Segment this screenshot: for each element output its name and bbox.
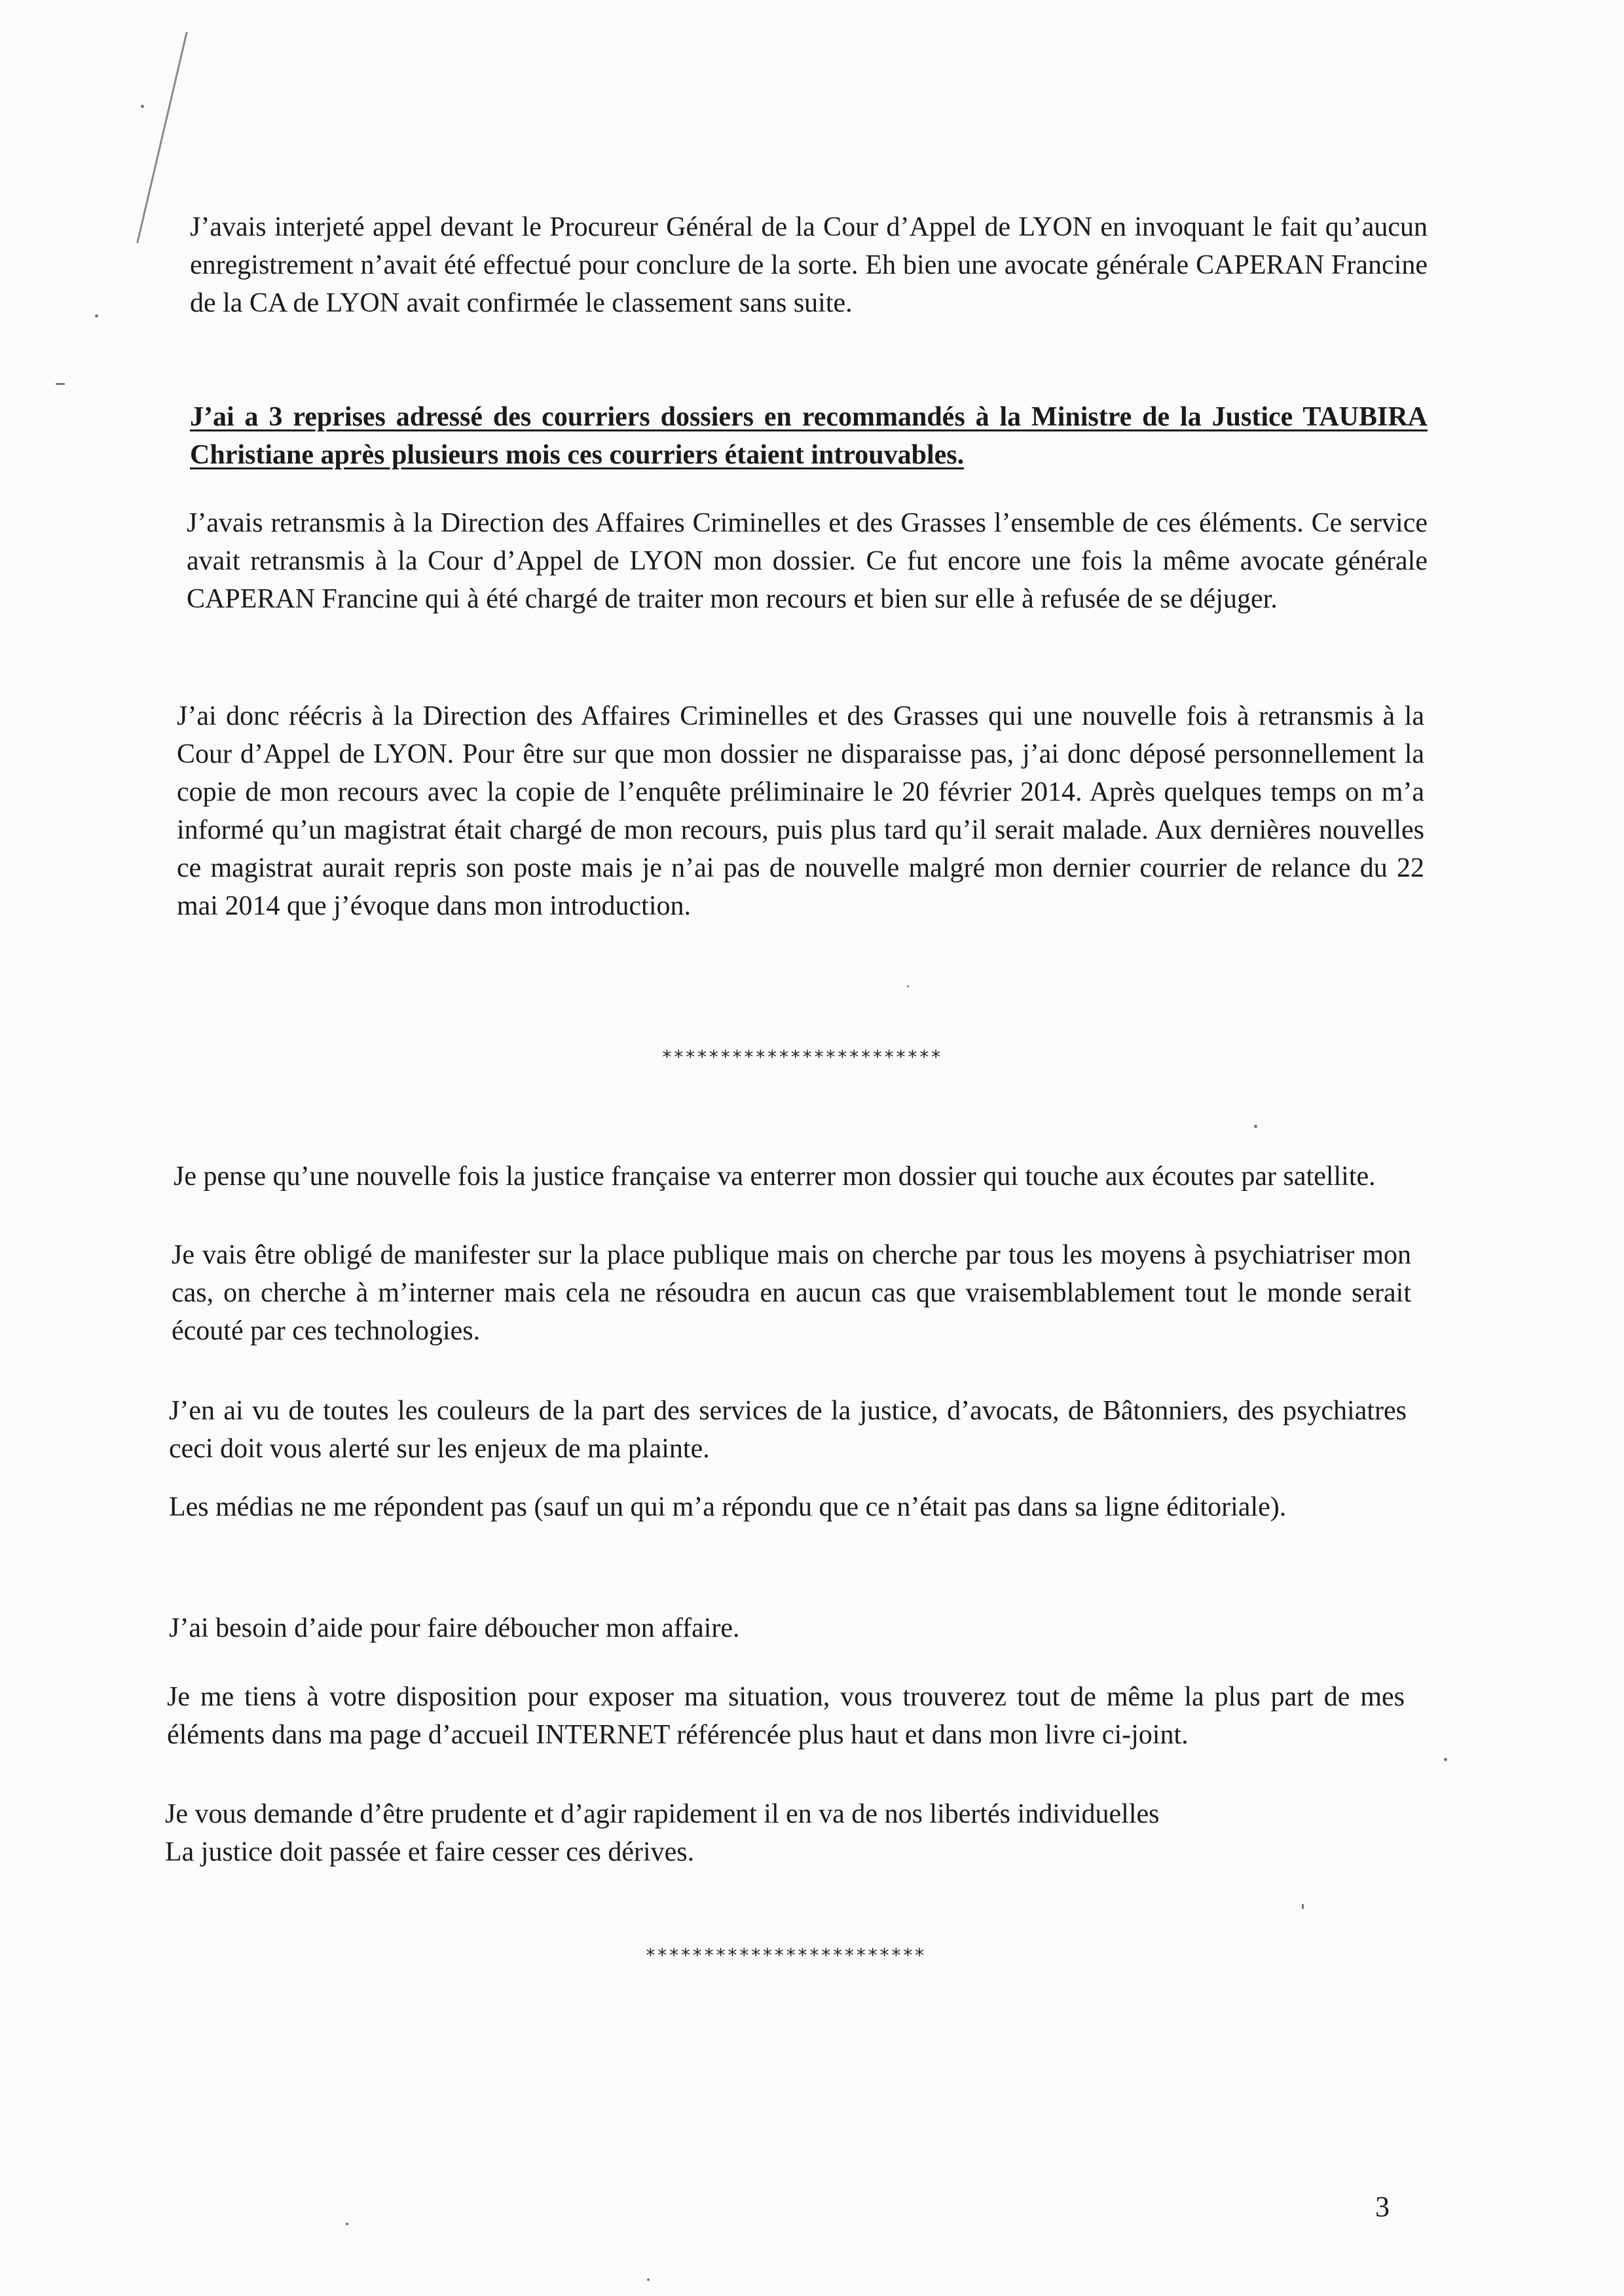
page-number: 3 [1375, 2191, 1390, 2223]
paragraph-at-your-disposal: Je me tiens à votre disposition pour exposer ma situation, vous trouverez tout de même la plus part de mes éléments dans ma page d’accueil INTERNET référencée plus haut et dans mon livre ci-joint. [167, 1682, 1405, 1750]
paragraph-rewritten-appeal: J’ai donc réécris à la Direction des Affaires Criminelles et des Grasses qui une nouvelle fois à retransmis à la Cour d’Appel de LYON. Pour être sur que mon dossier ne disparaisse pas, j’ai donc déposé personnellement la copie de mon recours avec la copie de l’enquête préliminaire le 20 février 2014. Après quelques temps on m’a informé qu’un magistrat était chargé de mon recours, puis plus tard qu’il serait malade. Aux dernières nouvelles ce magistrat aurait repris son poste mais je n’ai pas de nouvelle malgré mon dernier courrier de relance du 22 mai 2014 que j’évoque dans mon introduction. [177, 701, 1424, 921]
section-separator-end: ************************ [645, 1944, 926, 1966]
paragraph-public-demonstration: Je vais être obligé de manifester sur la place publique mais on cherche par tous les moyens à psychiatriser mon cas, on cherche à m’interner mais cela ne résoudra en aucun cas que vraisemblablement tout le monde serait écouté par ces technologies. [172, 1240, 1411, 1346]
paragraph-appeal: J’avais interjeté appel devant le Procureur Général de la Cour d’Appel de LYON en invoquant le fait qu’aucun enregistrement n’avait été effectué pour conclure de la sorte. Eh bien une avocate générale CAPERAN Francine de la CA de LYON avait confirmée le classement sans suite. [190, 212, 1428, 318]
section-separator: ************************ [661, 1046, 942, 1068]
scan-speck [907, 985, 909, 987]
scan-speck [56, 383, 65, 385]
scan-speck [141, 105, 144, 108]
paragraph-all-colours: J’en ai vu de toutes les couleurs de la part des services de la justice, d’avocats, de Bâtonniers, des psychiatres ceci doit vous alerté sur les enjeux de ma plainte. [169, 1396, 1407, 1464]
paragraph-registered-letters: J’ai a 3 reprises adressé des courriers dossiers en recommandés à la Ministre de la Justice TAUBIRA Christiane après plusieurs mois ces courriers étaient introuvables. [190, 402, 1428, 470]
paragraph-direction-criminal-affairs: J’avais retransmis à la Direction des Affaires Criminelles et des Grasses l’ensemble de ces éléments. Ce service avait retransmis à la Cour d’Appel de LYON mon dossier. Ce fut encore une fois la même avocate générale CAPERAN Francine qui à été chargé de traiter mon recours et bien sur elle à refusée de se déjuger. [187, 508, 1428, 614]
scan-speck [1444, 1758, 1447, 1761]
scan-speck [346, 2223, 348, 2225]
paragraph-french-justice: Je pense qu’une nouvelle fois la justice française va enterrer mon dossier qui touche aux écoutes par satellite. [174, 1161, 1376, 1192]
scan-speck [95, 314, 98, 318]
paragraph-be-prudent: Je vous demande d’être prudente et d’agir rapidement il en va de nos libertés individuelles [165, 1799, 1160, 1829]
scan-speck [647, 2278, 650, 2281]
paragraph-media: Les médias ne me répondent pas (sauf un qui m’a répondu que ce n’était pas dans sa ligne éditoriale). [169, 1492, 1287, 1522]
scan-speck [1302, 1904, 1304, 1909]
scan-artifact-stroke [98, 26, 190, 288]
scan-speck [1254, 1125, 1257, 1128]
paragraph-need-help: J’ai besoin d’aide pour faire déboucher mon affaire. [169, 1613, 740, 1643]
paragraph-justice-must-pass: La justice doit passée et faire cesser ces dérives. [165, 1837, 695, 1867]
